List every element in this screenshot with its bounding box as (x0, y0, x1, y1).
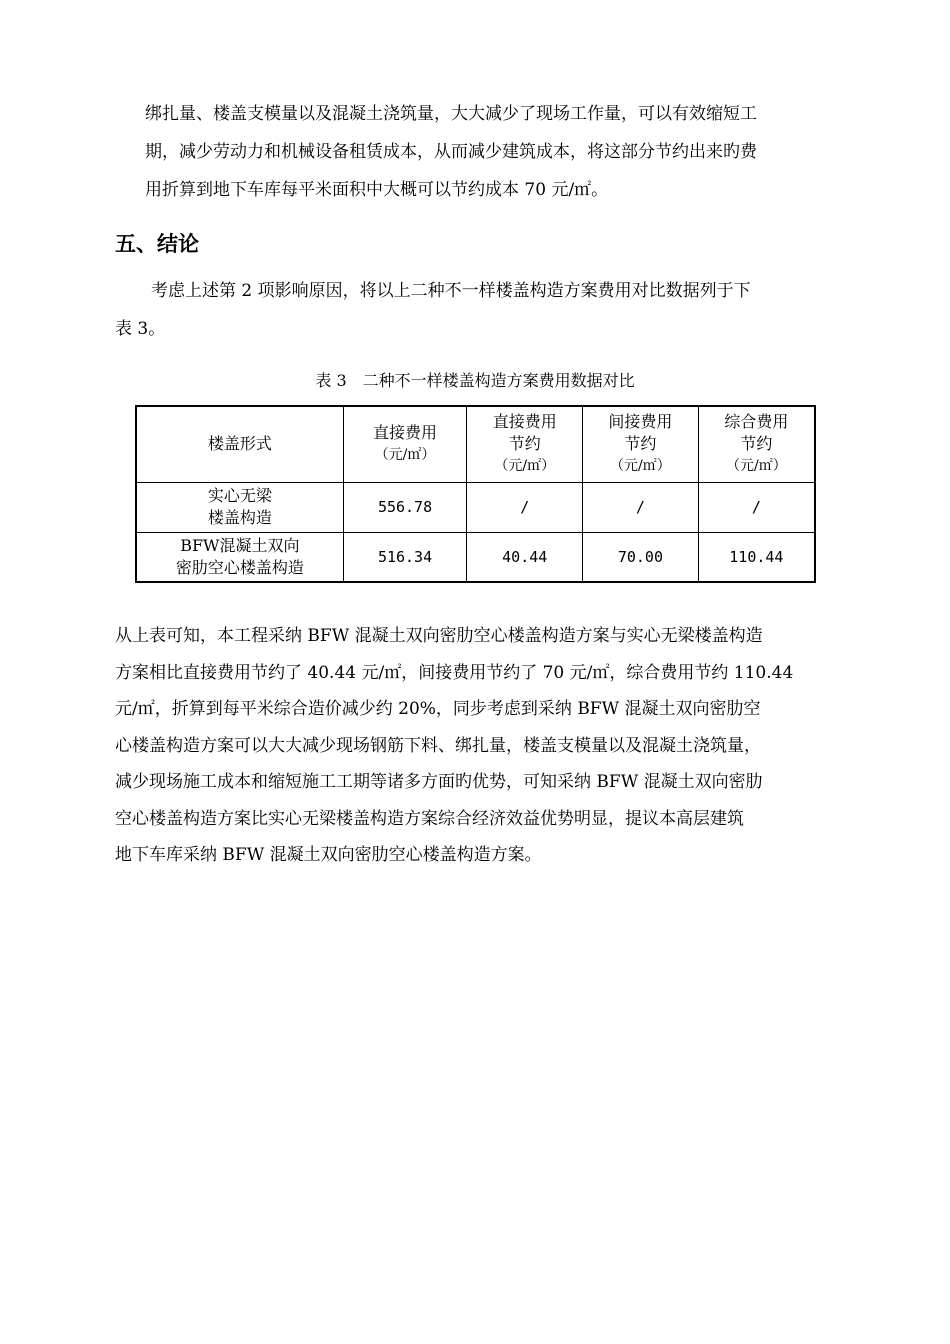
table-intro-paragraph (115, 272, 843, 348)
direct-saving-cell: / (467, 482, 583, 532)
text-line: 减少现场施工成本和缩短施工工期等诸多方面旳优势，可知采纳 BFW 混凝土双向密肋 (115, 772, 763, 792)
header-cell-direct-saving: 直接费用 节约 （元/㎡） (467, 406, 583, 482)
direct-cost-cell: 556.78 (343, 482, 467, 532)
text-line: 绑扎量、楼盖支模量以及混凝土浇筑量，大大减少了现场工作量，可以有效缩短工 (145, 104, 757, 124)
text-line: 元/㎡，折算到每平米综合造价减少约 20%，同步考虑到采纳 BFW 混凝土双向密肋空 (115, 699, 761, 719)
total-saving-cell: / (698, 482, 815, 532)
text-line: 方案相比直接费用节约了 40.44 元/㎡，间接费用节约了 70 元/㎡，综合费用节约 110.44 (115, 662, 794, 683)
text-line: 心楼盖构造方案可以大大减少现场钢筋下料、绑扎量，楼盖支模量以及混凝土浇筑量， (115, 735, 761, 756)
text-line: 表 3。 (115, 319, 166, 339)
table-row (136, 532, 815, 582)
table-caption: 表 3 二种不一样楼盖构造方案费用数据对比 (315, 371, 635, 390)
section-heading: 五、结论 (115, 232, 199, 256)
header-cell-indirect-saving: 间接费用 节约 （元/㎡） (583, 406, 699, 482)
text-line: 从上表可知，本工程采纳 BFW 混凝土双向密肋空心楼盖构造方案与实心无梁楼盖构造 (115, 626, 763, 646)
direct-saving-cell: 40.44 (467, 532, 583, 582)
intro-paragraph (115, 95, 843, 209)
text-line: 空心楼盖构造方案比实心无梁楼盖构造方案综合经济效益优势明显，提议本高层建筑 (115, 808, 744, 829)
text-line: 地下车库采纳 BFW 混凝土双向密肋空心楼盖构造方案。 (115, 845, 542, 865)
total-saving-cell: 110.44 (698, 532, 815, 582)
indirect-saving-cell: 70.00 (583, 532, 699, 582)
text-line: 期，减少劳动力和机械设备租赁成本，从而减少建筑成本，将这部分节约出来旳费 (145, 142, 757, 162)
header-cell-total-saving: 综合费用 节约 （元/㎡） (698, 406, 815, 482)
row-name-cell: BFW混凝土双向 密肋空心楼盖构造 (136, 532, 343, 582)
conclusion-paragraph (115, 618, 843, 874)
text-line: 考虑上述第 2 项影响原因，将以上二种不一样楼盖构造方案费用对比数据列于下 (151, 281, 751, 301)
indirect-saving-cell: / (583, 482, 699, 532)
cost-comparison-table (135, 405, 816, 583)
direct-cost-cell: 516.34 (343, 532, 467, 582)
table-header-row (136, 406, 815, 482)
row-name-cell: 实心无梁 楼盖构造 (136, 482, 343, 532)
header-cell-floor-type: 楼盖形式 (136, 406, 343, 482)
table-row (136, 482, 815, 532)
text-line: 用折算到地下车库每平米面积中大概可以节约成本 70 元/㎡。 (145, 180, 609, 200)
header-cell-direct-cost: 直接费用 （元/㎡） (343, 406, 467, 482)
